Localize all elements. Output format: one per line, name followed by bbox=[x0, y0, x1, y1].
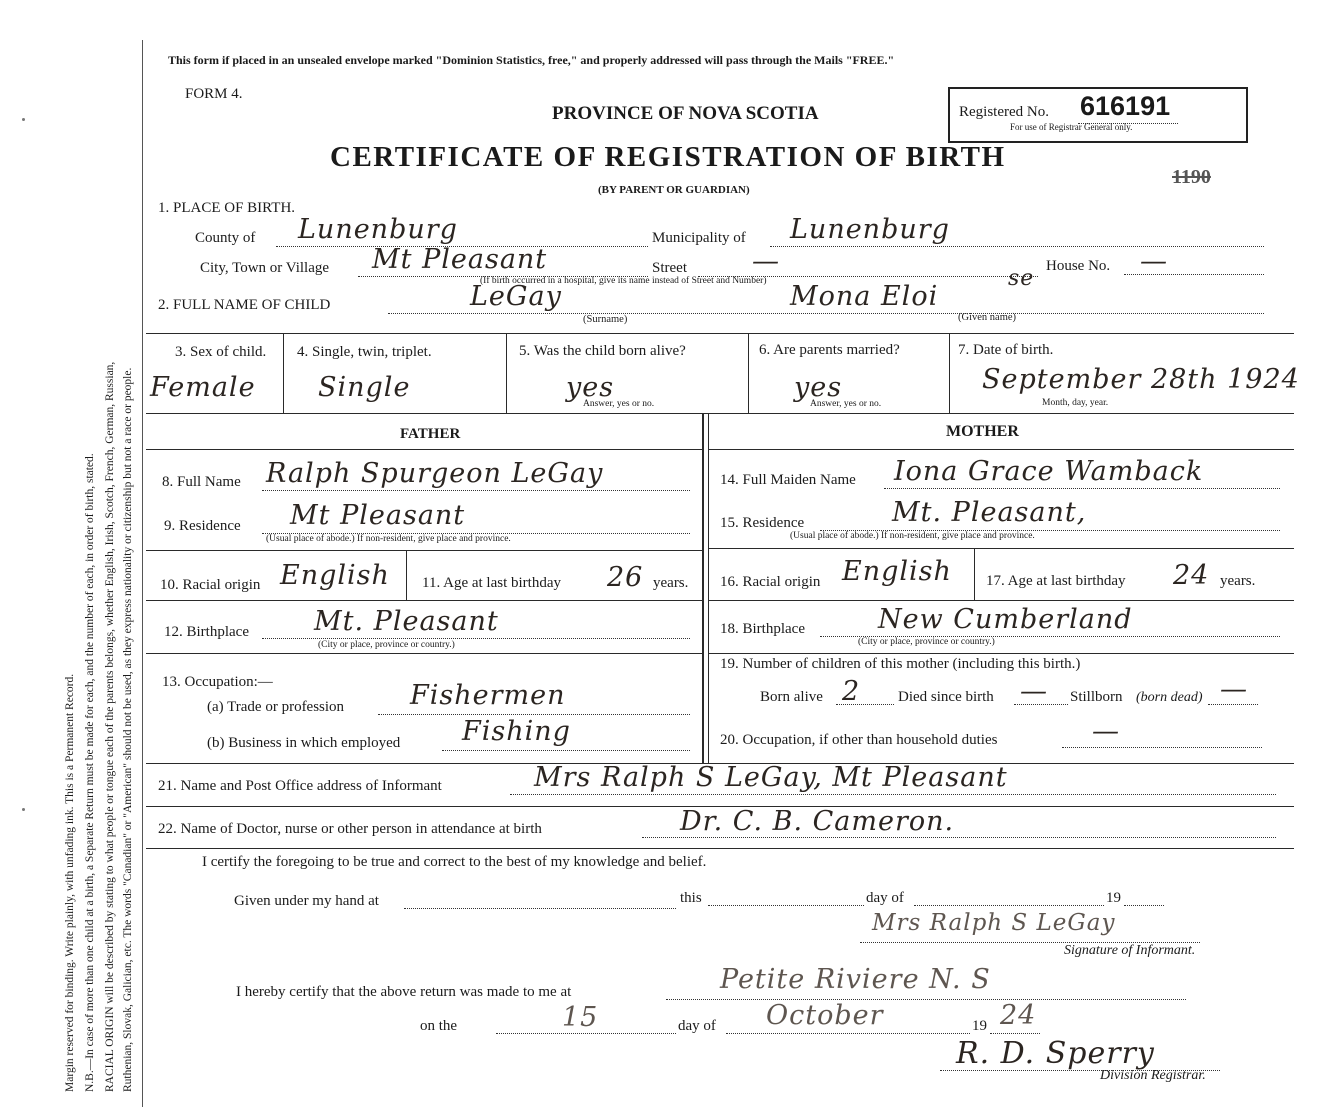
rule bbox=[146, 413, 1294, 414]
registrar-note: For use of Registrar General only. bbox=[1010, 122, 1133, 132]
day-of-label: day of bbox=[866, 890, 904, 906]
month-dots bbox=[726, 1033, 970, 1034]
house-label: House No. bbox=[1046, 258, 1111, 274]
mother-occupation-dots bbox=[1062, 747, 1262, 748]
county-label: County of bbox=[195, 230, 256, 246]
informant-signature-caption: Signature of Informant. bbox=[1064, 943, 1196, 958]
registration-year: 24 bbox=[1000, 1000, 1037, 1031]
given-name-caption: (Given name) bbox=[958, 312, 1017, 323]
margin-rule bbox=[142, 40, 143, 1107]
parents-married-caption: Answer, yes or no. bbox=[810, 399, 882, 409]
rule bbox=[146, 550, 702, 551]
city-label: City, Town or Village bbox=[200, 260, 330, 276]
father-age-label: 11. Age at last birthday bbox=[422, 575, 561, 591]
mother-birthplace-label: 18. Birthplace bbox=[720, 621, 805, 637]
father-name: Ralph Spurgeon LeGay bbox=[266, 458, 604, 489]
father-race: English bbox=[280, 560, 390, 591]
business-value: Fishing bbox=[462, 716, 571, 747]
mother-race-label: 16. Racial origin bbox=[720, 574, 821, 590]
informant-signature: Mrs Ralph S LeGay bbox=[872, 910, 1116, 936]
certificate-subtitle: (BY PARENT OR GUARDIAN) bbox=[598, 184, 750, 196]
rule bbox=[708, 413, 709, 763]
trade-dots bbox=[378, 714, 690, 715]
year-dots bbox=[1124, 905, 1164, 906]
born-alive-label: 5. Was the child born alive? bbox=[519, 343, 686, 359]
municipality-value: Lunenburg bbox=[790, 214, 950, 245]
died-since-birth-label: Died since birth bbox=[898, 689, 994, 705]
children-count-label: 19. Number of children of this mother (including this birth.) bbox=[720, 656, 1081, 672]
father-residence-label: 9. Residence bbox=[164, 518, 241, 534]
mother-years: years. bbox=[1220, 573, 1256, 589]
year-prefix: 19 bbox=[1106, 890, 1121, 906]
street-value: — bbox=[752, 246, 780, 277]
father-name-label: 8. Full Name bbox=[162, 474, 241, 490]
surname-caption: (Surname) bbox=[583, 314, 628, 325]
child-surname: LeGay bbox=[470, 281, 562, 312]
mother-residence: Mt. Pleasant, bbox=[892, 497, 1087, 528]
rule bbox=[146, 333, 1294, 334]
sex-label: 3. Sex of child. bbox=[175, 344, 267, 360]
father-race-label: 10. Racial origin bbox=[160, 577, 261, 593]
single-twin-label: 4. Single, twin, triplet. bbox=[297, 344, 432, 360]
registered-number: 616191 bbox=[1080, 91, 1171, 121]
child-name-dots bbox=[388, 313, 1264, 314]
county-value: Lunenburg bbox=[298, 214, 458, 245]
mother-race: English bbox=[842, 556, 952, 587]
mother-occupation-label: 20. Occupation, if other than household duties bbox=[720, 732, 998, 748]
business-dots bbox=[442, 750, 690, 751]
informant-value: Mrs Ralph S LeGay, Mt Pleasant bbox=[534, 762, 1008, 793]
rule bbox=[146, 449, 702, 450]
rule bbox=[506, 333, 507, 413]
certificate-title: CERTIFICATE OF REGISTRATION OF BIRTH bbox=[330, 141, 1006, 173]
day-of-dots bbox=[914, 905, 1104, 906]
given-place-dots bbox=[404, 908, 676, 909]
rule bbox=[702, 413, 704, 763]
stillborn-label: Stillborn bbox=[1070, 689, 1123, 705]
father-birthplace-label: 12. Birthplace bbox=[164, 624, 249, 640]
mother-birthplace-caption: (City or place, province or country.) bbox=[858, 637, 995, 647]
born-alive-count: 2 bbox=[842, 676, 861, 707]
mother-heading: MOTHER bbox=[946, 423, 1019, 440]
rule bbox=[708, 653, 1294, 654]
this-label: this bbox=[680, 890, 702, 906]
registrar-signature-caption: Division Registrar. bbox=[1100, 1068, 1206, 1083]
day-of-label-2: day of bbox=[678, 1018, 716, 1034]
rule bbox=[748, 333, 749, 413]
trade-label: (a) Trade or profession bbox=[207, 699, 345, 715]
registrar-signature: R. D. Sperry bbox=[956, 1036, 1155, 1071]
trade-value: Fishermen bbox=[410, 680, 566, 711]
rule bbox=[949, 333, 950, 413]
house-value: — bbox=[1140, 246, 1168, 277]
died-since-birth-value: — bbox=[1020, 676, 1048, 707]
born-alive-value: yes bbox=[566, 372, 615, 403]
father-age: 26 bbox=[607, 562, 644, 593]
margin-nb-note: N.B.—In case of more than one child at a birth, a Separate Return must be made for each, and the number of each, in order of birth, stated. bbox=[84, 453, 96, 1092]
rule bbox=[146, 600, 702, 601]
registered-label: Registered No. bbox=[959, 104, 1049, 120]
certification-statement: I certify the foregoing to be true and correct to the best of my knowledge and belief. bbox=[202, 854, 707, 870]
registration-month: October bbox=[766, 1000, 884, 1031]
mail-notice: This form if placed in an unsealed envelope marked "Dominion Statistics, free," and properly addressed will pass through the Mails "FREE." bbox=[168, 53, 895, 67]
child-given-name-insert: se bbox=[1008, 266, 1035, 291]
year-dots-2 bbox=[990, 1033, 1040, 1034]
year-prefix-2: 19 bbox=[972, 1018, 987, 1034]
date-of-birth-caption: Month, day, year. bbox=[1042, 398, 1109, 408]
mother-birthplace: New Cumberland bbox=[878, 604, 1133, 635]
mother-residence-caption: (Usual place of abode.) If non-resident, give place and province. bbox=[790, 531, 1035, 541]
rule bbox=[146, 653, 702, 654]
given-under-hand-label: Given under my hand at bbox=[234, 893, 379, 909]
rule bbox=[974, 548, 975, 600]
registrar-place: Petite Riviere N. S bbox=[720, 964, 991, 995]
margin-racial-note-2: Ruthenian, Slovak, Galician, etc. The words "Canadian" or "American" should not be used, as they express nationality or citizenship but not a race or people. bbox=[122, 367, 134, 1092]
mother-age-label: 17. Age at last birthday bbox=[986, 573, 1126, 589]
province-heading: PROVINCE OF NOVA SCOTIA bbox=[552, 103, 819, 124]
rule bbox=[708, 600, 1294, 601]
born-alive-caption: Answer, yes or no. bbox=[583, 399, 655, 409]
city-value: Mt Pleasant bbox=[372, 244, 548, 275]
street-label: Street bbox=[652, 260, 687, 276]
date-of-birth-label: 7. Date of birth. bbox=[958, 342, 1054, 358]
father-birthplace-caption: (City or place, province or country.) bbox=[318, 640, 455, 650]
stillborn-value: — bbox=[1220, 674, 1248, 705]
informant-dots bbox=[510, 794, 1276, 795]
rule bbox=[708, 548, 1294, 549]
registrar-place-dots bbox=[666, 999, 1186, 1000]
mother-occupation-value: — bbox=[1092, 716, 1120, 747]
stillborn-note: (born dead) bbox=[1136, 690, 1203, 705]
father-birthplace-dots bbox=[262, 638, 690, 639]
form-number: FORM 4. bbox=[185, 86, 243, 102]
municipality-dots bbox=[770, 246, 1264, 247]
father-residence-caption: (Usual place of abode.) If non-resident, give place and province. bbox=[266, 534, 511, 544]
registration-day: 15 bbox=[562, 1002, 599, 1033]
single-twin-value: Single bbox=[318, 372, 411, 403]
doctor-label: 22. Name of Doctor, nurse or other person in attendance at birth bbox=[158, 821, 542, 837]
mother-name-label: 14. Full Maiden Name bbox=[720, 472, 856, 488]
on-the-dots bbox=[496, 1033, 676, 1034]
father-years: years. bbox=[653, 575, 689, 591]
binding-hole bbox=[22, 118, 25, 121]
parents-married-value: yes bbox=[794, 372, 843, 403]
registrar-statement: I hereby certify that the above return was made to me at bbox=[236, 984, 572, 1000]
margin-racial-note-1: RACIAL ORIGIN will be described by stating to what people or tongue each of the parents belongs, whether English, Irish, Scotch, French, German, Russian, bbox=[104, 361, 116, 1092]
mother-name: Iona Grace Wamback bbox=[894, 456, 1204, 487]
rule bbox=[283, 333, 284, 413]
child-name-label: 2. FULL NAME OF CHILD bbox=[158, 297, 331, 313]
father-name-dots bbox=[262, 490, 690, 491]
mother-name-dots bbox=[884, 488, 1280, 489]
father-birthplace: Mt. Pleasant bbox=[314, 606, 499, 637]
binding-hole bbox=[22, 808, 25, 811]
rule bbox=[406, 550, 407, 600]
father-occupation-label: 13. Occupation:— bbox=[162, 674, 273, 690]
business-label: (b) Business in which employed bbox=[207, 735, 401, 751]
mother-age: 24 bbox=[1173, 560, 1210, 591]
rule bbox=[708, 449, 1294, 450]
margin-binding-note: Margin reserved for binding. Write plainly, with unfading ink. This is a Permanent Record. bbox=[64, 673, 76, 1092]
hospital-note: (If birth occurred in a hospital, give its name instead of Street and Number) bbox=[480, 276, 767, 286]
informant-label: 21. Name and Post Office address of Informant bbox=[158, 778, 442, 794]
registered-box bbox=[948, 87, 1248, 143]
parents-married-label: 6. Are parents married? bbox=[759, 342, 900, 358]
date-of-birth-value: September 28th 1924 bbox=[982, 364, 1300, 395]
on-the-label: on the bbox=[420, 1018, 458, 1034]
municipality-label: Municipality of bbox=[652, 230, 746, 246]
doctor-value: Dr. C. B. Cameron. bbox=[680, 806, 955, 837]
crossed-number: 1190 bbox=[1172, 166, 1211, 188]
doctor-dots bbox=[642, 837, 1276, 838]
mother-residence-label: 15. Residence bbox=[720, 515, 805, 531]
place-section-heading: 1. PLACE OF BIRTH. bbox=[158, 200, 296, 216]
father-residence: Mt Pleasant bbox=[290, 500, 466, 531]
this-dots bbox=[708, 905, 864, 906]
born-alive-count-label: Born alive bbox=[760, 689, 823, 705]
father-heading: FATHER bbox=[400, 426, 461, 442]
rule bbox=[146, 848, 1294, 849]
sex-value: Female bbox=[150, 372, 256, 403]
child-given-name: Mona Eloi bbox=[790, 281, 939, 312]
